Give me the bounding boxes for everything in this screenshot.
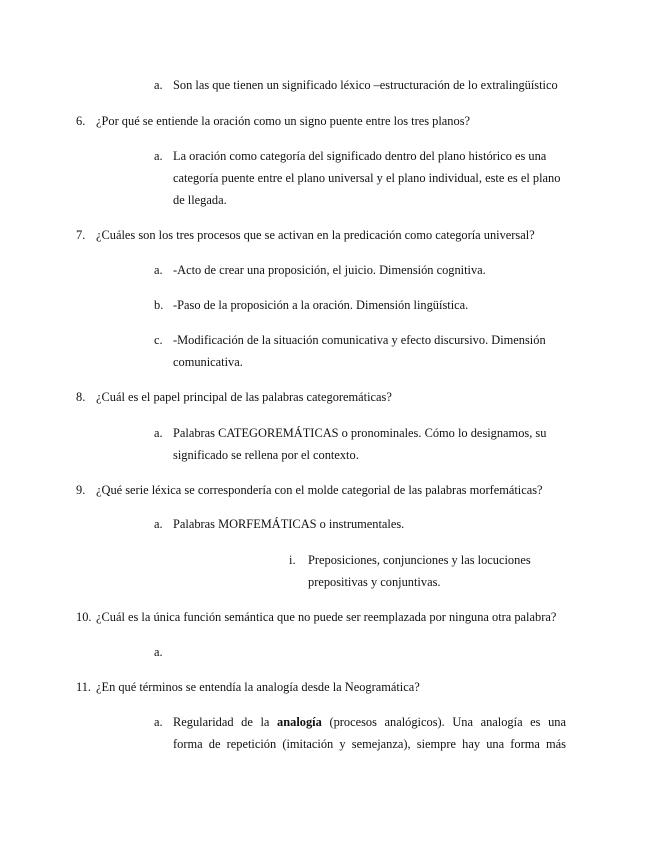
answer-text: -Paso de la proposición a la oración. Dimensión lingüística.: [173, 298, 469, 312]
answer-text: -Acto de crear una proposición, el juicio. Dimensión cognitiva.: [173, 263, 486, 277]
list-marker: i.: [289, 553, 296, 567]
answer-text: -Modificación de la situación comunicativa y efecto discursivo. Dimensión: [173, 333, 546, 347]
answer-text: de llegada.: [173, 193, 227, 207]
answer-text: Palabras CATEGOREMÁTICAS o pronominales. Cómo lo designamos, su: [173, 426, 547, 440]
answer-text: forma de repetición (imitación y semejanza), siempre hay una forma más: [173, 737, 566, 751]
question-text: ¿Qué serie léxica se correspondería con el molde categorial de las palabras morfemáticas?: [96, 483, 543, 497]
question-number: 8.: [76, 390, 86, 404]
answer-text: La oración como categoría del significado dentro del plano histórico es una: [173, 149, 547, 163]
answer-text: [173, 714, 566, 730]
question-text: ¿Cuáles son los tres procesos que se activan en la predicación como categoría universal?: [96, 228, 535, 242]
question-number: 7.: [76, 228, 86, 242]
answer-text: Palabras MORFEMÁTICAS o instrumentales.: [173, 517, 405, 531]
question-number: 9.: [76, 483, 86, 497]
question-text: ¿Por qué se entiende la oración como un signo puente entre los tres planos?: [96, 114, 471, 128]
question-text: ¿Cuál es la única función semántica que no puede ser reemplazada por ninguna otra palabra?: [96, 610, 557, 624]
bold-term: analogía: [277, 715, 322, 729]
question-number: 11.: [76, 680, 92, 694]
question-text: ¿Cuál es el papel principal de las palabras categoremáticas?: [96, 390, 392, 404]
answer-text-part: Regularidad de la: [173, 715, 270, 729]
question-number: 10.: [76, 610, 92, 624]
question-number: 6.: [76, 114, 86, 128]
list-marker: a.: [154, 263, 163, 277]
answer-text: categoría puente entre el plano universal y el plano individual, este es el plano: [173, 171, 561, 185]
list-marker: a.: [154, 715, 163, 729]
list-marker: a.: [154, 149, 163, 163]
answer-text: Son las que tienen un significado léxico –estructuración de lo extralingüístico: [173, 78, 558, 92]
list-marker: a.: [154, 78, 163, 92]
answer-text: Preposiciones, conjunciones y las locuciones: [308, 553, 531, 567]
list-marker: a.: [154, 517, 163, 531]
answer-text: prepositivas y conjuntivas.: [308, 575, 441, 589]
list-marker: c.: [154, 333, 163, 347]
question-text: ¿En qué términos se entendía la analogía desde la Neogramática?: [96, 680, 420, 694]
answer-text-part: (procesos analógicos). Una analogía es una: [329, 715, 567, 729]
list-marker: a.: [154, 426, 163, 440]
list-marker: a.: [154, 645, 163, 659]
answer-text: comunicativa.: [173, 355, 243, 369]
answer-text: significado se rellena por el contexto.: [173, 448, 359, 462]
list-marker: b.: [154, 298, 164, 312]
